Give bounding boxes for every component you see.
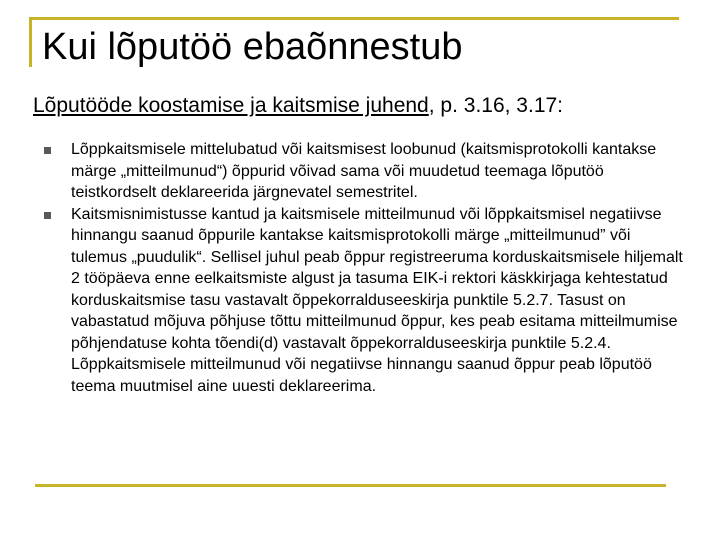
square-bullet-icon (44, 212, 51, 219)
slide-title: Kui lõputöö ebaõnnestub (42, 26, 463, 68)
title-accent-horizontal-line (29, 17, 679, 20)
bullet-item (40, 204, 690, 398)
bullet-text: Lõppkaitsmisele mittelubatud või kaitsmisest loobunud (kaitsmisprotokolli kantakse märge „mitteilmunud“) õppurid võivad sama või muudetud teemaga lõputöö teistkordselt deklareerida järgnevatel semestritel. (71, 141, 657, 201)
bottom-accent-line (35, 484, 666, 487)
subtitle-points: , p. 3.16, 3.17: (428, 94, 564, 117)
subtitle (33, 92, 563, 120)
bullet-list (40, 139, 690, 397)
square-bullet-icon (44, 147, 51, 154)
guideline-link[interactable]: Lõputööde koostamise ja kaitsmise juhend (33, 94, 429, 117)
bullet-text: Kaitsmisnimistusse kantud ja kaitsmisele mitteilmunud või lõppkaitsmisel negatiivse hinnangu saanud õppurile kantakse kaitsmisprotokolli märge „mitteilmunud” või tulemus „puudulik“. Sellisel juhul peab õppur registreeruma korduskaitsmisele hiljemalt 2 tööpäeva enne eelkaitsmiste algust ja tasuma EIK‑i rektori käskkirjaga kehtestatud korduskaitsmise tasu vastavalt õppekorralduseeskirja punktile 5.2.7. Tasust on vabastatud mõjuva põhjuse tõttu mitteilmunud õppur, kes peab esitama mitteilmumise põhjendatuse kohta tõendi(d) vastavalt õppekorralduseeskirja punktile 5.2.4. Lõppkaitsmisele mitteilmunud või negatiivse hinnangu saanud õppur peab lõputöö teema muutmisel aine uuesti deklareerima. (71, 205, 683, 395)
title-accent-vertical-line (29, 17, 32, 67)
bullet-item (40, 139, 690, 204)
